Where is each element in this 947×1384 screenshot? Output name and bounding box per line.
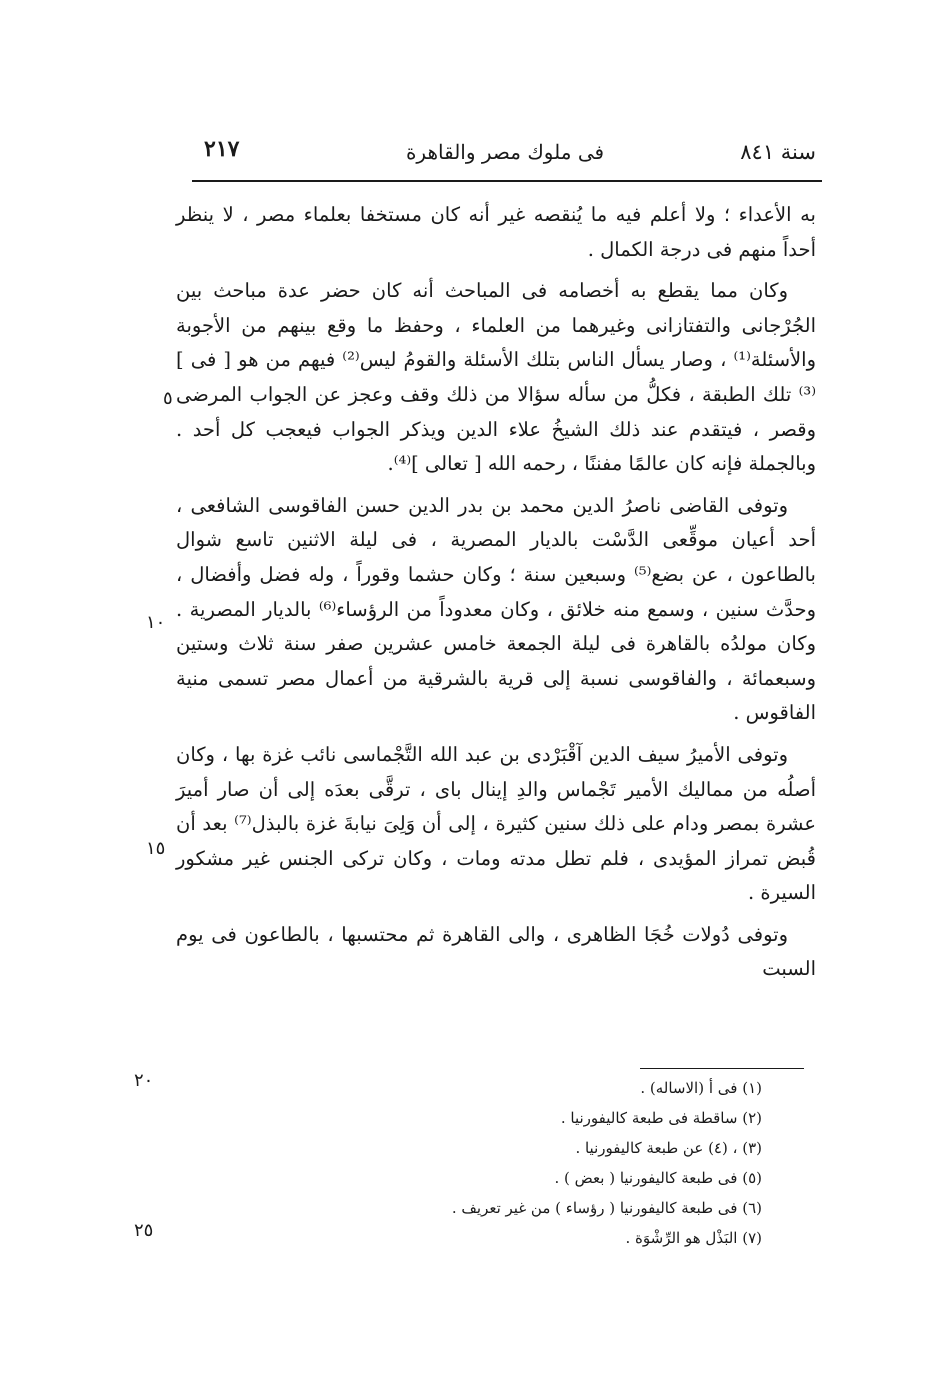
- header-title: فى ملوك مصر والقاهرة: [405, 140, 605, 164]
- header-rule: [192, 180, 822, 182]
- page-number: ٢١٧: [204, 136, 240, 162]
- footnotes: [300, 1073, 762, 1253]
- footnote: (٦) فى طبعة كاليفورنيا ( رؤساء ) من غير تعريف .: [451, 1199, 762, 1217]
- margin-line-number: ١٥: [146, 838, 166, 859]
- margin-line-number: ٢٠: [134, 1070, 154, 1091]
- running-header: [190, 132, 820, 172]
- footnote: (٥) فى طبعة كاليفورنيا ( بعض ) .: [554, 1169, 762, 1187]
- paragraph: وتوفى الأميرُ سيف الدين آقْبَرْدى بن عبد الله التَّجْماسى نائب غزة بها ، وكان أصلُه من مماليك الأمير تَجْماس والدِ إينال باى ، ترقَّى بعدَه إلى أن صار أميرَ عشرة بمصر ودام على ذلك سنين كثيرة ، إلى أن وَلِىَ نيابةَ غزة بالبذل⁽⁷⁾ بعد أن قُبض تمراز المؤيدى ، فلم تطل مدته ومات ، وكان تركى الجنس غير مشكور السيرة .: [176, 742, 816, 905]
- margin-line-number: ١٠: [146, 612, 166, 633]
- main-text: [176, 198, 816, 994]
- margin-line-number: ٢٥: [134, 1220, 154, 1241]
- footnote-rule: [640, 1068, 804, 1069]
- margin-line-number: ٥: [163, 388, 173, 409]
- paragraph: به الأعداء ؛ ولا أعلم فيه ما يُنقصه غير أنه كان مستخفا بعلماء مصر ، لا ينظر أحداً منهم فى درجة الكمال .: [176, 203, 816, 261]
- footnote: (٢) ساقطة فى طبعة كاليفورنيا .: [560, 1109, 762, 1127]
- paragraph: وتوفى القاضى ناصرُ الدين محمد بن بدر الدين حسن الفاقوسى الشافعى ، أحد أعيان موقِّعى الدَّسْت بالديار المصرية ، فى ليلة الاثنين تاسع شوال بالطاعون ، عن بضع⁽⁵⁾ وسبعين سنة ؛ وكان حشما وقوراً ، وله فضل وأفضال ، وحدَّث سنين ، وسمع منه خلائق ، وكان معدوداً من الرؤساء⁽⁶⁾ بالديار المصرية . وكان مولدُه بالقاهرة فى ليلة الجمعة خامس عشرين صفر سنة ثلاث وستين وسبعمائة ، والفاقوسى نسبة إلى قرية بالشرقية من أعمال مصر تسمى منية الفاقوس .: [176, 493, 816, 725]
- footnote: (٣) ، (٤) عن طبعة كاليفورنيا .: [575, 1139, 762, 1157]
- header-year: سنة ٨٤١: [740, 140, 816, 164]
- paragraph: وكان مما يقطع به أخصامه فى المباحث أنه كان حضر عدة مباحث بين الجُرْجانى والتفتازانى وغيرهما من العلماء ، وحفظ ما وقع بينهم من الأجوبة والأسئلة⁽¹⁾ ، وصار يسأل الناس بتلك الأسئلة والقومُ ليس⁽²⁾ فيهم من هو [ فى ]⁽³⁾ تلك الطبقة ، فكلُّ من سأله سؤالا من ذلك وقف وعجز عن الجواب المرضى وقصر ، فيتقدم عند ذلك الشيخُ علاء الدين ويذكر الجواب فيعجب كل أحد . وبالجملة فإنه كان عالمًا مفننًا ، رحمه الله [ تعالى ]⁽⁴⁾.: [176, 279, 816, 476]
- footnote: (١) فى أ (الاساله) .: [640, 1079, 762, 1097]
- paragraph: وتوفى دُولات خُجَا الظاهرى ، والى القاهرة ثم محتسبها ، بالطاعون فى يوم السبت: [176, 922, 816, 981]
- footnote: (٧) البَذْل هو الرِّشْوَة .: [625, 1229, 762, 1247]
